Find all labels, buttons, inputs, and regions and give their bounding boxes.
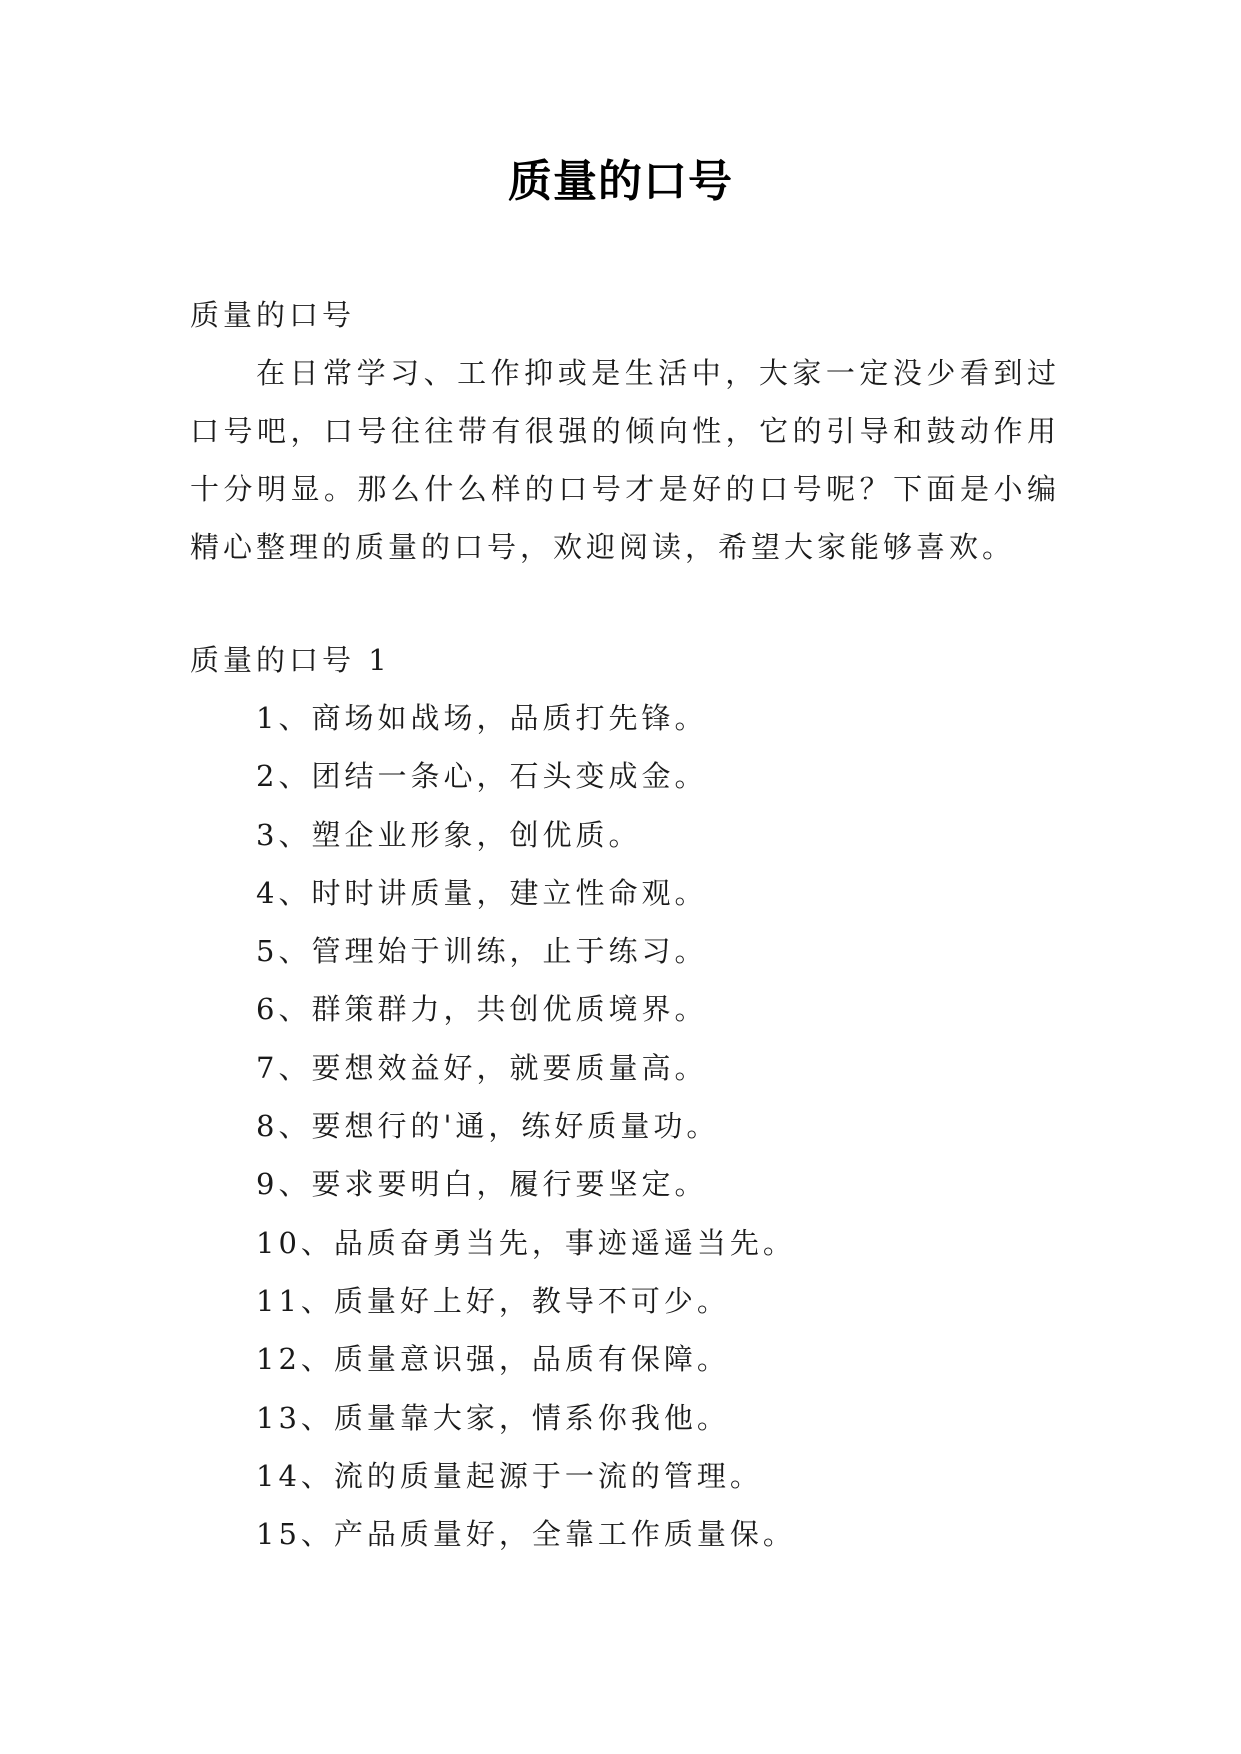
slogan-item: 9、要求要明白，履行要坚定。 (256, 1167, 708, 1202)
slogan-item: 7、要想效益好，就要质量高。 (256, 1050, 708, 1085)
slogan-item: 8、要想行的'通，练好质量功。 (256, 1109, 720, 1144)
slogan-item: 10、品质奋勇当先，事迹遥遥当先。 (256, 1225, 796, 1260)
slogan-item: 11、质量好上好，教导不可少。 (256, 1283, 730, 1318)
slogan-item: 5、管理始于训练，止于练习。 (256, 934, 708, 969)
slogan-item: 14、流的质量起源于一流的管理。 (256, 1458, 763, 1493)
section-heading: 质量的口号 1 (190, 643, 391, 677)
intro-paragraph: 在日常学习、工作抑或是生活中，大家一定没少看到过口号吧，口号往往带有很强的倾向性，它的引导和鼓动作用十分明显。那么什么样的口号才是好的口号呢？下面是小编精心整理的质量的口号，欢迎阅读，希望大家能够喜欢。 (190, 356, 1060, 564)
slogan-item: 13、质量靠大家，情系你我他。 (256, 1400, 730, 1435)
slogan-item: 6、群策群力，共创优质境界。 (256, 992, 708, 1027)
intro-heading: 质量的口号 (190, 298, 356, 332)
slogan-section-1 (190, 631, 1060, 689)
slogan-list (190, 689, 1060, 1563)
slogan-item: 2、团结一条心，石头变成金。 (256, 759, 708, 794)
slogan-item: 3、塑企业形象，创优质。 (256, 817, 642, 852)
intro-section (190, 286, 1060, 576)
slogan-item: 12、质量意识强，品质有保障。 (256, 1342, 730, 1377)
slogan-item: 15、产品质量好，全靠工作质量保。 (256, 1517, 796, 1552)
slogan-item: 4、时时讲质量，建立性命观。 (256, 875, 708, 910)
document-title: 质量的口号 (508, 156, 733, 207)
slogan-item: 1、商场如战场，品质打先锋。 (256, 701, 708, 735)
